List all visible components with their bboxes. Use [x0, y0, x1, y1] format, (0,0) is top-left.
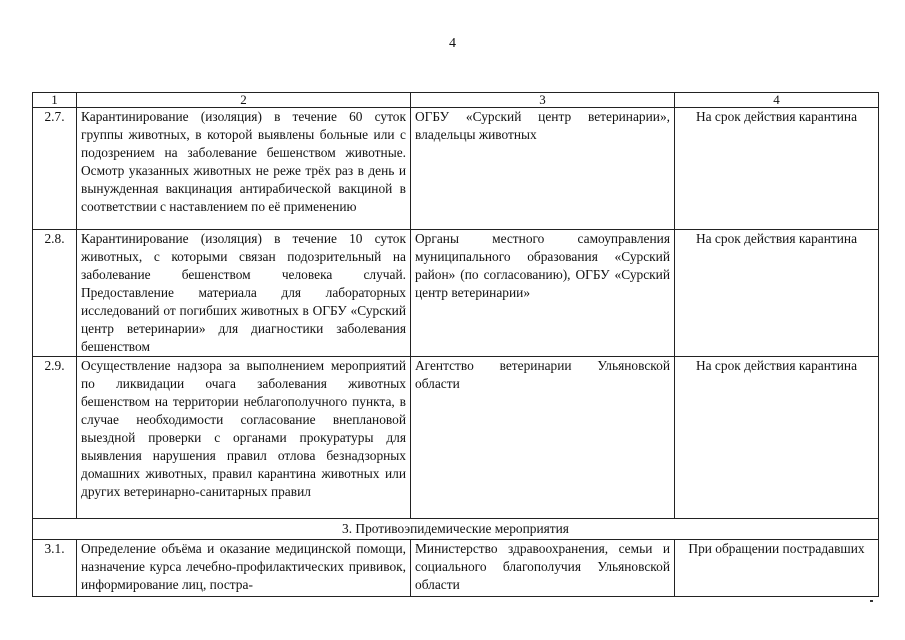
row-term: На срок действия карантина — [675, 108, 879, 230]
table-row — [33, 108, 879, 230]
section-title: 3. Противоэпидемические мероприятия — [33, 519, 879, 540]
scan-speck — [870, 600, 873, 602]
table-row — [33, 540, 879, 597]
row-executor: ОГБУ «Сурский центр ветеринарии», владельцы животных — [411, 108, 675, 230]
row-number: 2.8. — [33, 230, 77, 357]
row-executor: Агентство ветеринарии Ульяновской области — [411, 357, 675, 519]
page-number: 4 — [449, 36, 456, 51]
column-header-4: 4 — [675, 93, 879, 108]
row-executor: Органы местного самоуправления муниципального образования «Сурский район» (по согласованию), ОГБУ «Сурский центр ветеринарии» — [411, 230, 675, 357]
row-number: 2.7. — [33, 108, 77, 230]
column-header-3: 3 — [411, 93, 675, 108]
section-header-row — [33, 519, 879, 540]
row-number: 2.9. — [33, 357, 77, 519]
column-header-2: 2 — [77, 93, 411, 108]
measures-table — [32, 92, 879, 597]
row-term: На срок действия карантина — [675, 357, 879, 519]
row-measure: Карантинирование (изоляция) в течение 60 суток группы животных, в которой выявлены больные или с подозрением на заболевание бешенством животные. Осмотр указанных животных не реже трёх раз в день и вынужденная вакцинация антирабической вакциной в соответствии с наставлением по её применению — [77, 108, 411, 230]
row-measure: Карантинирование (изоляция) в течение 10 суток животных, с которыми связан подозрительный на заболевание бешенством человека случай. Предоставление материала для лабораторных исследований от погибших животных в ОГБУ «Сурский центр ветеринарии» для диагностики заболевания бешенством — [77, 230, 411, 357]
row-measure: Осуществление надзора за выполнением мероприятий по ликвидации очага заболевания животных бешенством на территории неблагополучного пункта, в случае необходимости согласование внеплановой выездной проверки с органами прокуратуры для выявления нарушения правил отлова безнадзорных домашних животных, правил карантина животных или других ветеринарно-санитарных правил — [77, 357, 411, 519]
column-header-1: 1 — [33, 93, 77, 108]
table-row — [33, 357, 879, 519]
row-measure: Определение объёма и оказание медицинской помощи, назначение курса лечебно-профилактических прививок, информирование лиц, постра- — [77, 540, 411, 597]
row-term: При обращении пострадавших — [675, 540, 879, 597]
row-executor: Министерство здравоохранения, семьи и социального благополучия Ульяновской области — [411, 540, 675, 597]
table-row — [33, 230, 879, 357]
table-header-row — [33, 93, 879, 108]
row-term: На срок действия карантина — [675, 230, 879, 357]
row-number: 3.1. — [33, 540, 77, 597]
